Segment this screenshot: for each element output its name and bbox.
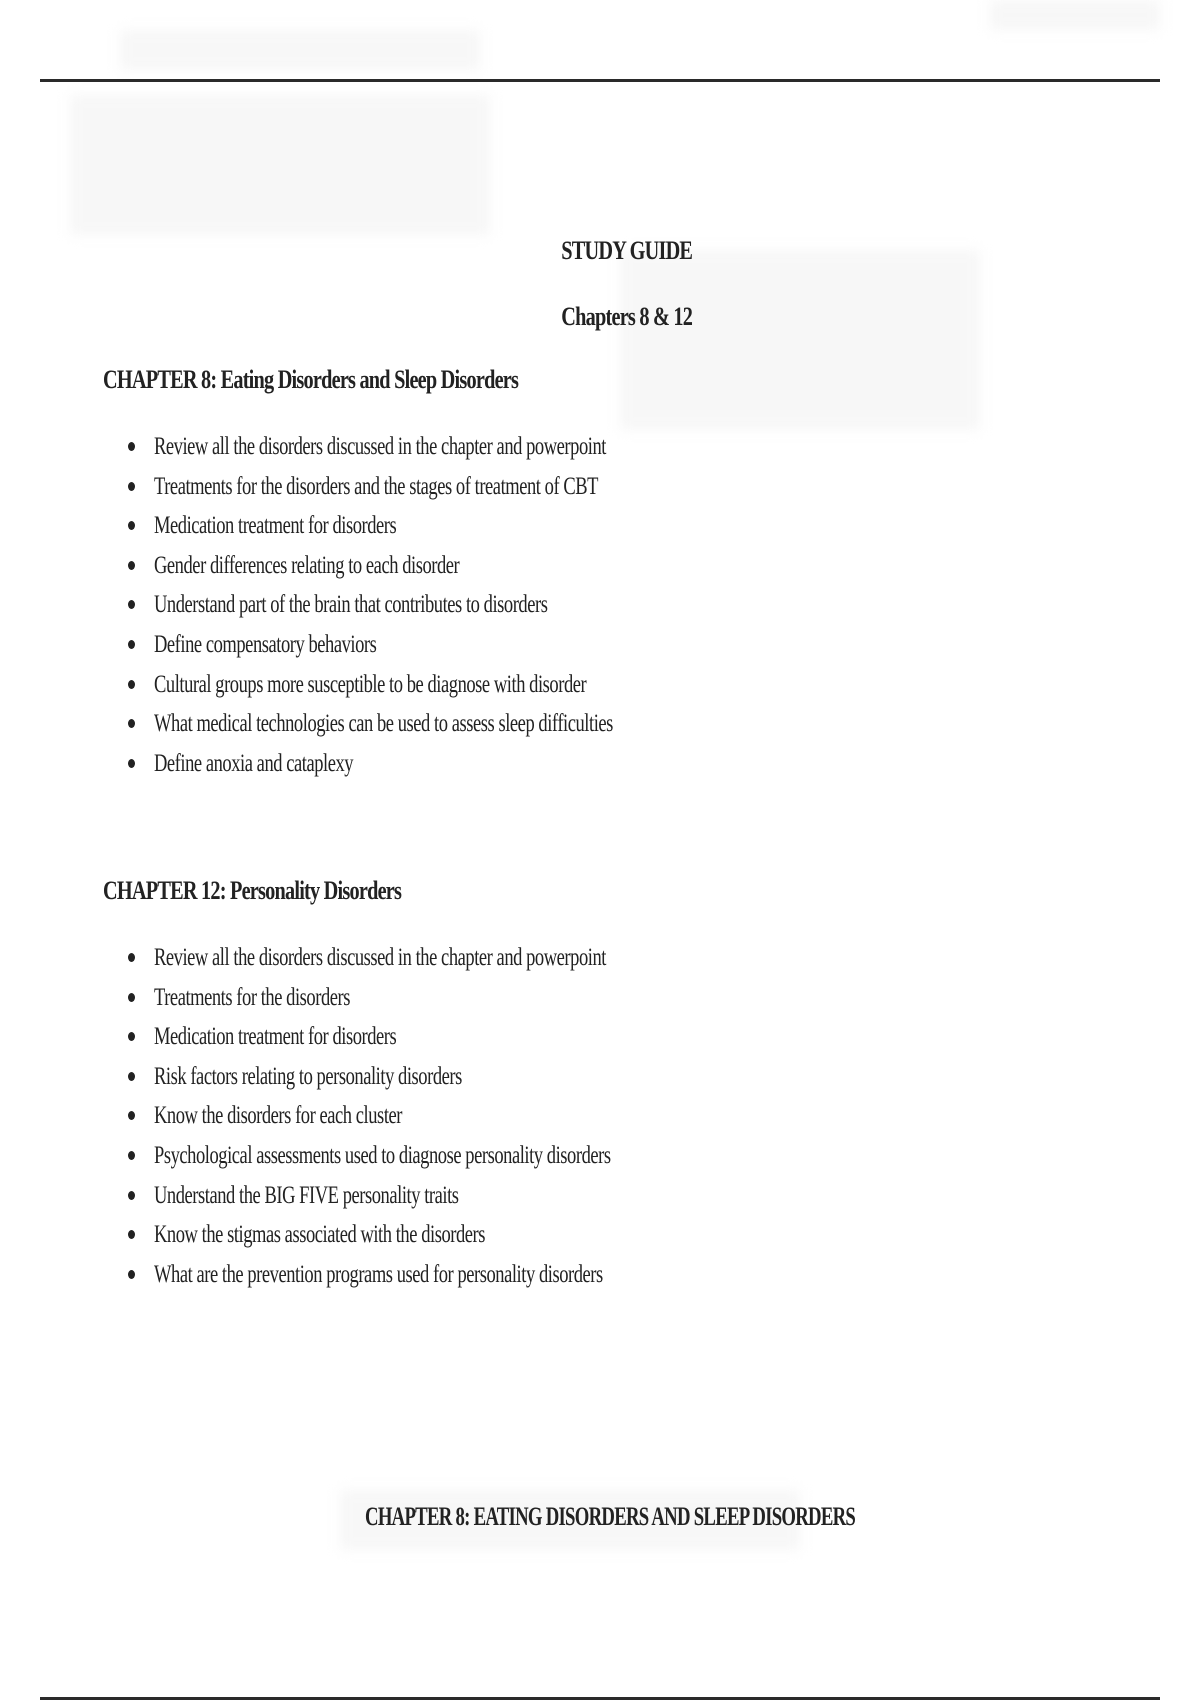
bullet-icon xyxy=(128,1151,135,1160)
bullet-icon xyxy=(128,993,135,1002)
list-item-text: Know the stigmas associated with the disorders xyxy=(154,1221,486,1249)
bullet-icon xyxy=(128,1191,135,1200)
list-item-text: Define anoxia and cataplexy xyxy=(154,749,354,777)
list-item-text: Medication treatment for disorders xyxy=(154,1023,397,1051)
page-subtitle: Chapters 8 & 12 xyxy=(561,302,693,331)
next-page-heading: CHAPTER 8: EATING DISORDERS AND SLEEP DISORDERS xyxy=(365,1502,856,1531)
page-title: STUDY GUIDE xyxy=(561,236,693,265)
list-item-text: Psychological assessments used to diagnose personality disorders xyxy=(154,1141,611,1169)
bullet-icon xyxy=(128,1230,135,1239)
bullet-icon xyxy=(128,953,135,962)
list-item-text: Know the disorders for each cluster xyxy=(154,1102,403,1130)
bullet-icon xyxy=(128,759,135,768)
bullet-icon xyxy=(128,1111,135,1120)
bullet-icon xyxy=(128,561,135,570)
list-item-text: Gender differences relating to each disorder xyxy=(154,551,460,579)
list-item-text: What medical technologies can be used to assess sleep difficulties xyxy=(154,710,613,738)
list-item-text: Medication treatment for disorders xyxy=(154,512,397,540)
bullet-icon xyxy=(128,680,135,689)
top-divider xyxy=(40,79,1160,82)
chapter-12-heading: CHAPTER 12: Personality Disorders xyxy=(103,876,402,905)
chapter-8-heading: CHAPTER 8: Eating Disorders and Sleep Disorders xyxy=(103,365,519,394)
list-item-text: Treatments for the disorders and the stages of treatment of CBT xyxy=(154,472,599,500)
faded-background-text xyxy=(620,250,980,430)
bullet-icon xyxy=(128,1032,135,1041)
list-item-text: Understand part of the brain that contributes to disorders xyxy=(154,591,548,619)
bullet-icon xyxy=(128,521,135,530)
list-item-text: Review all the disorders discussed in the chapter and powerpoint xyxy=(154,433,606,460)
list-item-text: Define compensatory behaviors xyxy=(154,630,377,658)
bullet-icon xyxy=(128,1072,135,1081)
bullet-icon xyxy=(128,719,135,728)
faded-background-text xyxy=(70,95,490,235)
bullet-icon xyxy=(128,600,135,609)
bullet-icon xyxy=(128,1270,135,1279)
list-item-text: Review all the disorders discussed in the chapter and powerpoint xyxy=(154,944,606,971)
list-item-text: Understand the BIG FIVE personality traits xyxy=(154,1181,459,1209)
list-item-text: Treatments for the disorders xyxy=(154,983,351,1011)
bullet-icon xyxy=(128,442,135,451)
faded-background-text xyxy=(990,0,1160,30)
bullet-icon xyxy=(128,482,135,491)
bullet-icon xyxy=(128,640,135,649)
list-item-text: Risk factors relating to personality disorders xyxy=(154,1062,462,1090)
faded-background-text xyxy=(120,30,480,70)
list-item-text: Cultural groups more susceptible to be diagnose with disorder xyxy=(154,670,587,698)
list-item-text: What are the prevention programs used for personality disorders xyxy=(154,1260,603,1288)
